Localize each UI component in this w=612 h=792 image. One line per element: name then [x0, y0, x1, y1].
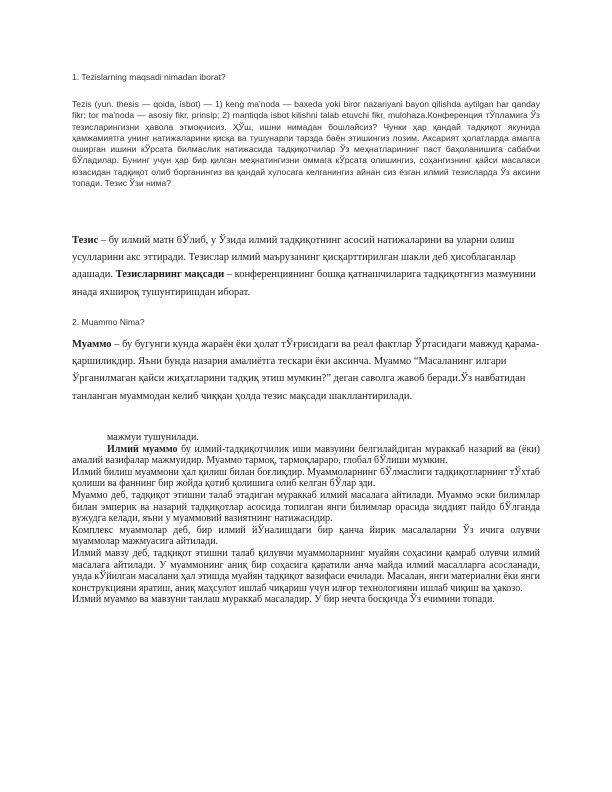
thesis-term: Тезис — [72, 235, 99, 246]
short-line: мажмуи тушунилади. — [107, 432, 199, 443]
problem-term: Муаммо — [72, 339, 112, 350]
scientific-topic-paragraph: Илмий мавзу деб, тадқиқот этишни талаб қилувчи муаммоларнинг муайян соҳасини қамраб олувчи илмий масалага айтилади. У муаммонинг аниқ бир соҳасига қаратили анча майда илмий масалларга асосланади, унда кЎйилган масалани ҳал этишда муайян тадқиқот вазифаси ечилади. Масалан, янги материални ёки янги конструкцияни яратиш, аниқ маҳсулот ишлаб чиқариш учун илғор технологияни ишлаб чиқиш ва ҳакозо. — [72, 547, 540, 594]
problem-details-block — [72, 432, 540, 606]
thesis-definition-text-a: – бу илмий матн бЎлиб, у Ўзида илмий тадқиқотнинг асосий натижаларини ва уларни олиш усулларини акс эттиради. Тезислар илмий маърузанинг қисқарттирилган шакли деб ҳисоблаганлар адашади. — [72, 235, 516, 281]
scientific-problem-paragraph — [72, 444, 540, 467]
scientific-problem-term: Илмий муаммо — [107, 443, 178, 455]
scientific-problem-text: бу илмий-тадқиқотчилик иши мавзуини белгилайдиган мураккаб назарий ва (ёки) амалий вазифалар мажмуидир. Муаммо тармоқ, тармоқлараро, глобал бЎлиши мумкин. — [72, 443, 540, 467]
thesis-definition-paragraph — [72, 232, 540, 301]
scientific-knowledge-paragraph: Илмий билиш муаммони ҳал қилиш билан боғлиқдир. Муаммоларнинг бЎлмаслиги тадқиқотларнинг тЎхтаб қолиши ва фаннинг бир жойда қотиб қолишига олиб келган бЎлар эди. — [72, 466, 540, 490]
question-1-paragraph: Tezis (yun. thesis — qoida, isbot) — 1) keng ma'noda — baxeda yoki biror nazariyani bayon qilishda aytilgan har qanday fikr; tor ma'noda — asosiy fikr, prinsip; 2) mantiqda isbot kilishni talab etuvchi fikr, mulohaza.Конференция тЎпламига Ўз тезисларингизни ҳавола этмоқчисиз. ҲЎш, ишни нимадан бошлайсиз? Чунки ҳар қандай тадқиқот якунида ҳамжамиятга унинг натижаларини қисқа ва тушунарли тарзда баён этишингиз лозим. Аксарият ҳолатларда амалга оширган ишини кЎрсата билмаслик натижасида тадқиқотчилар Ўз меҳнатларининг паст баҳоланишига сабабчи бЎладилар. Бунинг учун ҳар бир қилган меҳнатингизни оммага кЎрсата олишингиз, соҳангизнинг қайси масаласи юзасидан тадқиқот олиб борганингиз ва қандай хулосага келганингиз айнан сиз ёзган илмий тезисларда Ўз аксини топади. Тезис Ўзи нима? — [72, 99, 540, 189]
question-2-heading: 2. Muammo Nima? — [72, 317, 145, 327]
question-1-heading: 1. Tezislarning maqsadi nimadan iborat? — [72, 72, 226, 82]
thesis-purpose-term: Тезисларнинг мақсади — [115, 269, 225, 281]
problem-definition-paragraph — [72, 336, 540, 405]
problem-definition-text: – бу бугунги кунда жараён ёки ҳолат тЎғрисидаги ва реал фактлар Ўртасидаги мавжуд қарама- қаршиликдир. Яъни бунда назария амалиётга тескари ёки аксинча. Муаммо “Масаланинг илгари Ўрганилмаган қайси жиҳатларини тадқиқ этиш мумкин?” деган саволга жавоб беради.Ўз навбатидан танланган муаммодан келиб чиққан ҳолда тезис мақсади шакллантирилади. — [72, 339, 540, 402]
problem-complex-paragraph: Муаммо деб, тадқиқот этишни талаб этадиган мураккаб илмий масалага айтилади. Муаммо эски билимлар билан эмперик ва назарий тадқиқотлар асосида топилган янги билимлар орасида зиддият пайдо бЎлганда вужудга келади, яъни у муаммовий вазиятнинг натижасидир. — [72, 489, 540, 525]
thesis-definition-text-b: – конференциянинг бошқа қатнашчиларига тадқиқотнгиз мазмунини янада яхшироқ тушунтиришдан иборат. — [72, 269, 536, 298]
topic-selection-paragraph: Илмий муаммо ва мавзуни танлаш мураккаб масаладир. У бир нечта босқичда Ўз ечимини топади. — [72, 594, 495, 606]
complex-problems-paragraph: Комплекс муаммолар деб, бир илмий йЎналишдаги бир қанча йирик масалаларни Ўз ичига олувчи муаммолар мажмуасига айтилади. — [72, 524, 540, 548]
